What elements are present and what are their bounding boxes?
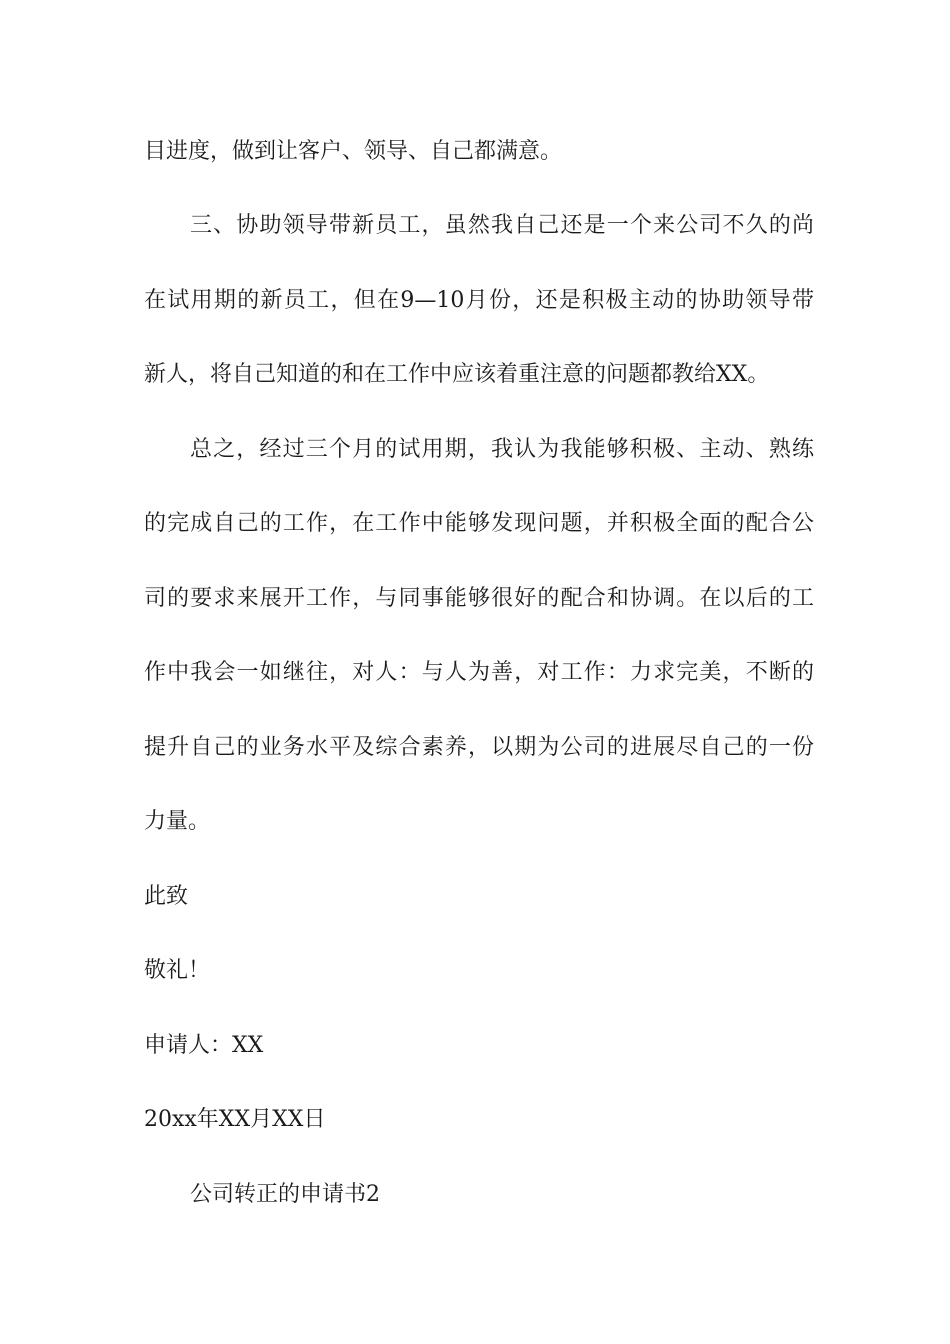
- body-line: 目进度，做到让客户、领导、自己都满意。: [144, 139, 563, 164]
- paragraph-3-line: 三、协助领导带新员工，虽然我自己还是一个来公司不久的尚: [190, 213, 814, 238]
- paragraph-3-line: 在试用期的新员工，但在9—10月份，还是积极主动的协助领导带: [144, 288, 814, 313]
- closing-salutation: 此致: [144, 884, 189, 909]
- applicant-line: 申请人：XX: [144, 1033, 264, 1058]
- summary-paragraph-line: 力量。: [144, 809, 211, 834]
- closing-regards: 敬礼！: [144, 958, 211, 983]
- paragraph-3-line: 新人，将自己知道的和在工作中应该着重注意的问题都教给XX。: [144, 362, 770, 387]
- summary-paragraph-line: 司的要求来展开工作，与同事能够很好的配合和协调。在以后的工: [144, 586, 814, 611]
- summary-paragraph-line: 作中我会一如继往，对人：与人为善，对工作：力求完美，不断的: [144, 660, 814, 685]
- next-section-heading: 公司转正的申请书2: [190, 1182, 380, 1207]
- date-line: 20xx年XX月XX日: [144, 1107, 326, 1132]
- summary-paragraph-line: 的完成自己的工作，在工作中能够发现问题，并积极全面的配合公: [144, 511, 814, 536]
- summary-paragraph-line: 提升自己的业务水平及综合素养，以期为公司的进展尽自己的一份: [144, 735, 814, 760]
- summary-paragraph-line: 总之，经过三个月的试用期，我认为我能够积极、主动、熟练: [190, 437, 814, 462]
